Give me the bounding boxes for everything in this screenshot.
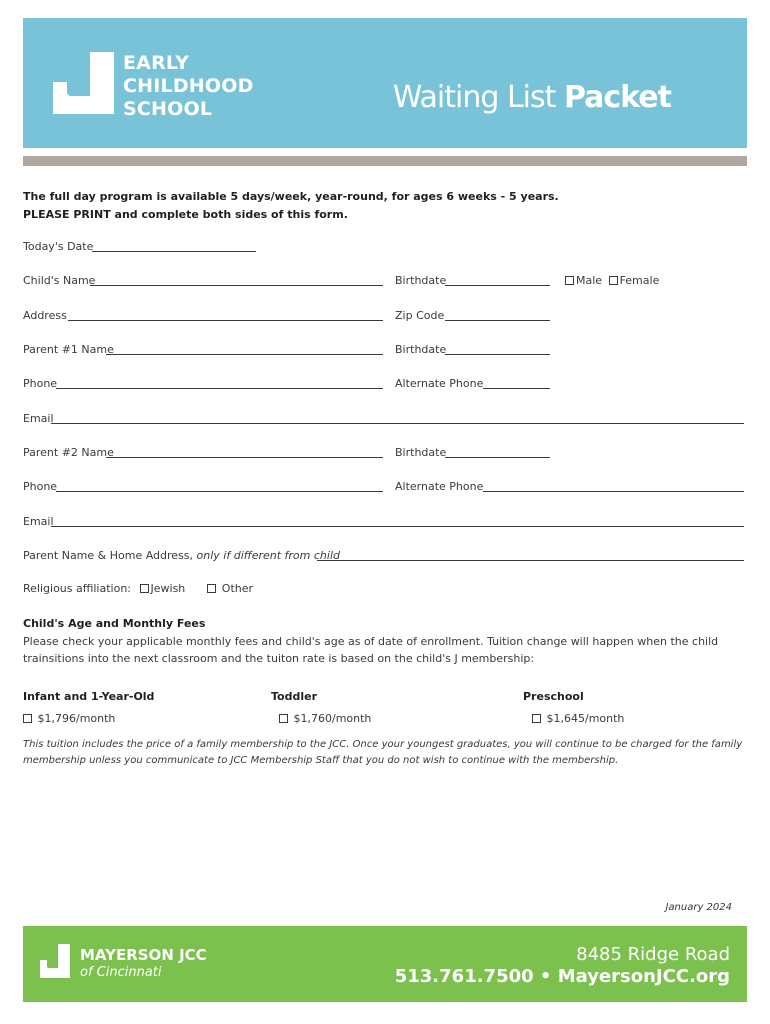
parent2-email-label: Email xyxy=(23,515,54,528)
membership-note: This tuition includes the price of a family membership to the JCC. Once your youngest graduates, you will continue to be charged for the family membership unless you communicate to JCC Membership Staff that you do not wish to continue with the membership. xyxy=(23,739,743,766)
parent2-name-label: Parent #2 Name xyxy=(23,446,114,459)
parent1-phone-field[interactable] xyxy=(56,388,383,389)
address-field[interactable] xyxy=(68,320,383,321)
parent1-birthdate-label: Birthdate xyxy=(395,343,447,356)
logo-line-3: SCHOOL xyxy=(123,98,213,120)
j-logo-icon xyxy=(53,52,114,114)
logo-line-2: CHILDHOOD xyxy=(123,75,254,97)
child-birthdate-label: Birthdate xyxy=(395,274,447,287)
jewish-checkbox[interactable] xyxy=(140,584,149,593)
fee-toddler-option xyxy=(279,712,371,725)
todays-date-label: Today's Date xyxy=(23,240,94,253)
other-label: Other xyxy=(221,582,254,595)
fee-toddler-label: Toddler xyxy=(271,690,318,703)
other-checkbox[interactable] xyxy=(207,584,216,593)
school-logo-text xyxy=(123,52,254,121)
parent2-alt-phone-field[interactable] xyxy=(483,491,744,492)
fee-infant-checkbox[interactable] xyxy=(23,714,32,723)
intro-line-2: PLEASE PRINT and complete both sides of this form. xyxy=(23,208,348,221)
zip-code-label: Zip Code xyxy=(395,309,445,322)
address-label: Address xyxy=(23,309,67,322)
todays-date-field[interactable] xyxy=(92,251,256,252)
parent1-phone-label: Phone xyxy=(23,377,58,390)
parent2-alt-phone-label: Alternate Phone xyxy=(395,480,484,493)
parent-home-address-label xyxy=(23,549,340,562)
parent1-email-label: Email xyxy=(23,412,54,425)
female-checkbox[interactable] xyxy=(609,276,618,285)
parent1-birthdate-field[interactable] xyxy=(445,354,550,355)
fee-infant-price: $1,796/month xyxy=(37,712,116,725)
fee-infant-option xyxy=(23,712,115,725)
parent1-email-field[interactable] xyxy=(51,423,744,424)
gender-options xyxy=(565,274,659,287)
fees-description: Please check your applicable monthly fees and child's age as of date of enrollment. Tuition change will happen when the child trainsitions into the next classroom and the tuiton rate is based on the child's J membership: xyxy=(23,635,719,665)
parent2-phone-field[interactable] xyxy=(56,491,383,492)
parent1-alt-phone-label: Alternate Phone xyxy=(395,377,484,390)
parent1-name-field[interactable] xyxy=(106,354,383,355)
child-birthdate-field[interactable] xyxy=(445,285,550,286)
footer-banner xyxy=(23,926,747,1002)
fee-preschool-option xyxy=(532,712,624,725)
fee-toddler-checkbox[interactable] xyxy=(279,714,288,723)
childs-name-field[interactable] xyxy=(90,285,383,286)
parent2-birthdate-field[interactable] xyxy=(445,457,550,458)
intro-text xyxy=(23,188,559,224)
fees-section-title: Child's Age and Monthly Fees xyxy=(23,617,206,630)
parent2-name-field[interactable] xyxy=(106,457,383,458)
page-title xyxy=(393,80,671,115)
footer-org-city: of Cincinnati xyxy=(80,965,162,980)
childs-name-label: Child's Name xyxy=(23,274,96,287)
male-checkbox[interactable] xyxy=(565,276,574,285)
title-bold: Packet xyxy=(563,80,671,115)
fee-toddler-price: $1,760/month xyxy=(293,712,372,725)
fee-preschool-price: $1,645/month xyxy=(546,712,625,725)
divider-bar xyxy=(23,156,747,166)
fee-infant-label: Infant and 1-Year-Old xyxy=(23,690,155,703)
zip-code-field[interactable] xyxy=(445,320,550,321)
parent-home-address-field[interactable] xyxy=(317,560,744,561)
document-date: January 2024 xyxy=(665,902,732,913)
jewish-label: Jewish xyxy=(150,582,186,595)
footer-address: 8485 Ridge Road xyxy=(576,944,730,965)
fee-preschool-checkbox[interactable] xyxy=(532,714,541,723)
title-light: Waiting List xyxy=(392,80,556,115)
jcc-logo-icon xyxy=(40,944,70,978)
parent1-name-label: Parent #1 Name xyxy=(23,343,114,356)
female-label: Female xyxy=(619,274,660,287)
parent-home-address-note: only if different from child xyxy=(196,549,340,562)
fee-preschool-label: Preschool xyxy=(523,690,584,703)
religious-affiliation-row xyxy=(23,582,253,595)
footer-org-name: MAYERSON JCC xyxy=(80,946,207,964)
parent2-email-field[interactable] xyxy=(51,526,744,527)
parent2-phone-label: Phone xyxy=(23,480,58,493)
parent2-birthdate-label: Birthdate xyxy=(395,446,447,459)
parent-home-address-text: Parent Name & Home Address, xyxy=(23,549,194,562)
footer-contact[interactable]: 513.761.7500 • MayersonJCC.org xyxy=(394,966,730,987)
logo-line-1: EARLY xyxy=(123,52,190,74)
male-label: Male xyxy=(576,274,603,287)
parent1-alt-phone-field[interactable] xyxy=(483,388,550,389)
header-banner xyxy=(23,18,747,148)
religious-affiliation-label: Religious affiliation: xyxy=(23,582,132,595)
intro-line-1: The full day program is available 5 days/week, year-round, for ages 6 weeks - 5 years. xyxy=(23,190,559,203)
